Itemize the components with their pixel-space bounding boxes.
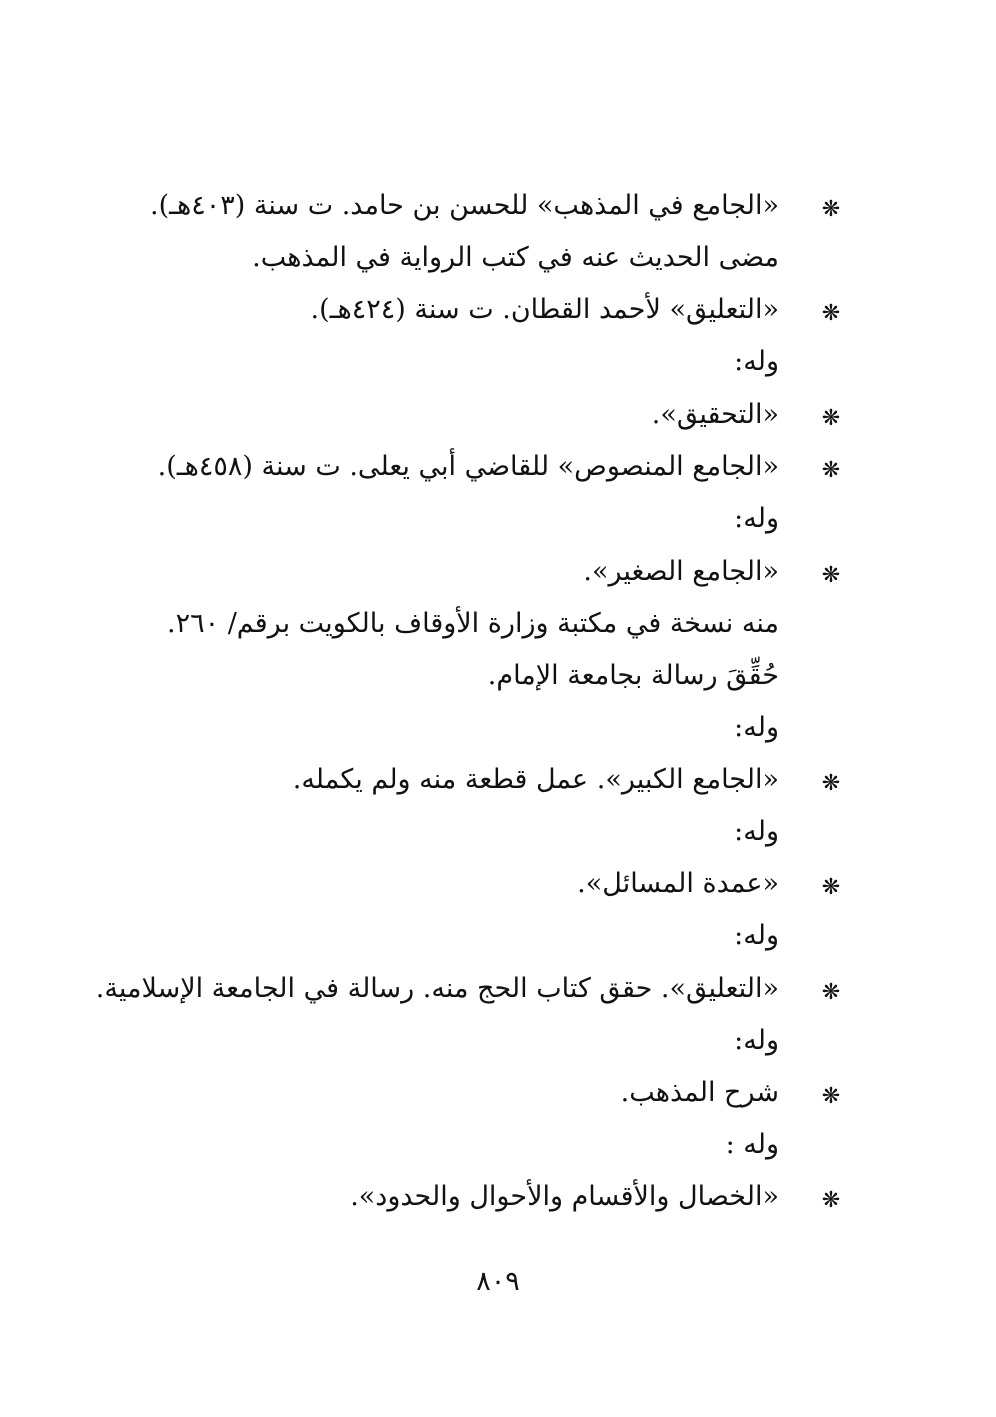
- entry-title-line: «عمدة المسائل».: [577, 868, 779, 899]
- section-label-line: وله :: [725, 1129, 779, 1160]
- entry-title-line: «الجامع المنصوص» للقاضي أبي يعلى. ت سنة (٤٥٨هـ).: [157, 451, 779, 482]
- section-label-line: وله:: [734, 346, 779, 377]
- section-label-line: وله:: [734, 920, 779, 951]
- entry-note-line: حُقِّقَ رسالة بجامعة الإمام.: [487, 660, 779, 691]
- bullet-star-icon: ❋: [821, 980, 841, 1005]
- bullet-star-icon: ❋: [821, 875, 841, 900]
- bullet-star-icon: ❋: [821, 197, 841, 222]
- section-label-line: وله:: [734, 503, 779, 534]
- section-label-line: وله:: [734, 1025, 779, 1056]
- entry-title-line: شرح المذهب.: [620, 1077, 779, 1108]
- entry-title-line: «الجامع الصغير».: [583, 556, 779, 587]
- page-number: ٨٠٩: [476, 1266, 520, 1297]
- entry-title-line: «الجامع في المذهب» للحسن بن حامد. ت سنة (٤٠٣هـ).: [150, 190, 779, 221]
- entry-title-line: «الجامع الكبير». عمل قطعة منه ولم يكمله.: [292, 764, 779, 795]
- entry-note-line: مضى الحديث عنه في كتب الرواية في المذهب.: [252, 242, 779, 273]
- entry-title-line: «التحقيق».: [651, 399, 779, 430]
- entry-title-line: «التعليق» لأحمد القطان. ت سنة (٤٢٤هـ).: [310, 294, 779, 325]
- entry-note-line: منه نسخة في مكتبة وزارة الأوقاف بالكويت برقم/ ٢٦٠.: [167, 608, 779, 639]
- bullet-star-icon: ❋: [821, 771, 841, 796]
- section-label-line: وله:: [734, 816, 779, 847]
- bullet-star-icon: ❋: [821, 1084, 841, 1109]
- bullet-star-icon: ❋: [821, 406, 841, 431]
- entry-title-line: «التعليق». حقق كتاب الحج منه. رسالة في الجامعة الإسلامية.: [95, 973, 779, 1004]
- section-label-line: وله:: [734, 712, 779, 743]
- entry-title-line: «الخصال والأقسام والأحوال والحدود».: [350, 1181, 779, 1212]
- bullet-star-icon: ❋: [821, 1188, 841, 1213]
- bullet-star-icon: ❋: [821, 301, 841, 326]
- bullet-star-icon: ❋: [821, 458, 841, 483]
- bullet-star-icon: ❋: [821, 563, 841, 588]
